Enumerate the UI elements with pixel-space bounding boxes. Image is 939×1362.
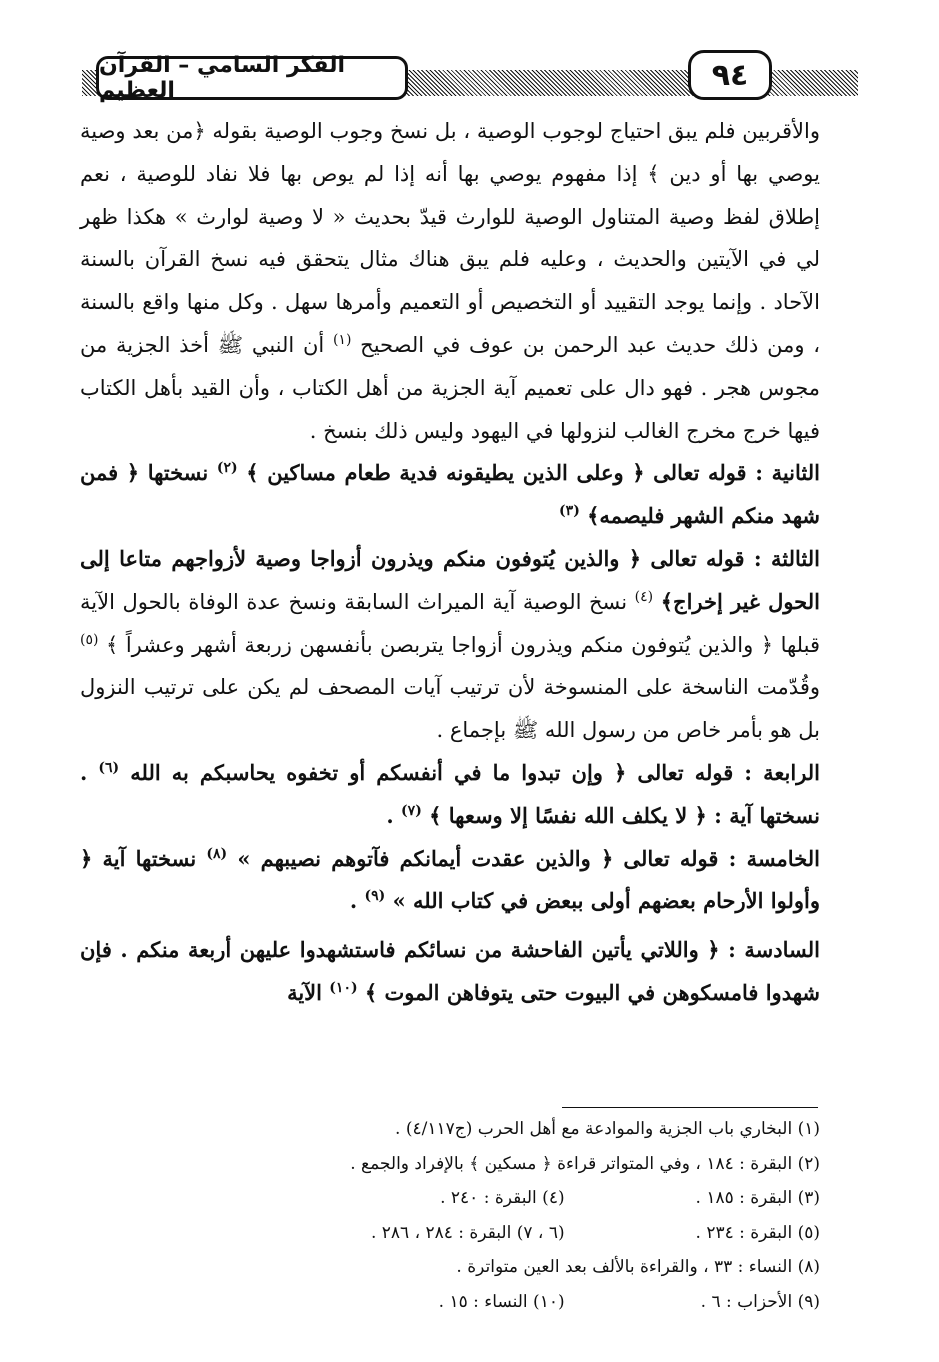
footnote-row [200,1181,820,1216]
text-run: الثانية : قوله تعالى ﴿ وعلى الذين يطيقونه فدية طعام مساكين ﴾ [246,460,820,486]
footnote-row [200,1285,820,1320]
running-title: الفكر السامي – القرآن العظيم [99,53,346,103]
footnote-ref: (٦) [98,759,120,776]
text-run: الآية [287,979,322,1005]
footnote-9: (٩) الأحزاب : ٦ . [700,1291,820,1312]
footnote-ref: (٢) [216,460,238,477]
footnote-ref: (١٠) [329,979,358,996]
footnote-ref: (٥) [80,631,99,648]
footnote-separator [562,1107,818,1108]
footnote-2: (٢) البقرة : ١٨٤ ، وفي المتواتر قراءة ﴿ مسكين ﴾ بالإفراد والجمع . [350,1153,820,1174]
text-run: . نسختها آية : ﴿ لا يكلف الله نفسًا إلا وسعها ﴾ [80,759,820,828]
text-run: نسختها ﴿ فمن شهد منكم الشهر فليصمه﴾ [80,460,820,529]
footnote-10: (١٠) النساء : ١٥ . [438,1291,565,1312]
paragraph-5 [80,838,820,924]
footnote-3: (٣) البقرة : ١٨٥ . [695,1188,820,1208]
paragraph-1 [80,110,820,452]
text-run: نسخ الوصية آية الميراث السابقة ونسخ عدة الوفاة بالحول الآية قبلها ﴿ والذين يُتوفون منكم ويذرون أزواجا يتربصن بأنفسهن زربعة أشهر وعشراً ﴾ [80,589,820,657]
text-run: . [349,888,358,914]
text-run: . [386,802,394,828]
footnote-ref: (١) [332,331,352,348]
paragraph-4 [80,752,820,838]
text-run: وقُدّمت الناسخة على المنسوخة لأن ترتيب آيات المصحف لم يكن على ترتيب النزول بل هو بأمر خاص من رسول الله ﷺ بإجماع . [80,675,820,743]
text-run: والأقربين فلم يبق احتياج لوجوب الوصية ، بل نسخ وجوب الوصية بقوله ﴿من بعد وصية يوصي بها أو دين ﴾ إذا مفهوم يوصي بها أنه إذا لم يوص بها فلا نفاد للوصية ، نعم إطلاق لفظ وصية المتناول الوصية للوارث قيدّ بحديث « لا وصية لوارث » هكذا ظهر لي في الآيتين والحديث ، وعليه فلم يبق هناك مثال يتحقق فيه نسخ القرآن بالسنة الآحاد . وإنما يوجد التقييد أو التخصيص أو التعميم وأمرها سهل . وكل منها واقع بالسنة ، ومن ذلك حديث عبد الرحمن بن عوف في الصحيح [80,119,820,357]
footnotes [200,1112,820,1319]
footnote-ref: (٧) [401,802,422,819]
text-run: نسختها آية ﴿ وأولوا الأرحام بعضهم أولى ببعض في كتاب الله » [80,845,820,914]
footnote-ref: (٩) [364,888,386,905]
footnote-6-7: (٦ ، ٧) البقرة : ٢٨٤ ، ٢٨٦ . [370,1222,565,1243]
footnote-8: (٨) النساء : ٣٣ ، والقراءة بالألف بعد العين متواترة . [456,1257,820,1277]
footnote-ref: (٤) [634,588,654,605]
page-number: ٩٤ [711,57,749,93]
text-run: الرابعة : قوله تعالى ﴿ وإن تبدوا ما في أنفسكم أو تخفوه يحاسبكم به الله [130,759,821,785]
footnote-row [200,1216,820,1251]
page-number-box [688,50,772,100]
footnote-ref: (٣) [559,503,580,520]
main-text [80,110,820,1015]
footnote-1: (١) البخاري باب الجزية والموادعة مع أهل الحرب (ج٤/١١٧) . [395,1119,820,1139]
paragraph-6 [80,929,820,1015]
page-header [82,46,858,106]
footnote-ref: (٨) [206,845,228,862]
running-title-box [96,53,408,103]
footnote-4: (٤) البقرة : ٢٤٠ . [440,1188,565,1208]
text-run: السادسة : ﴿ واللاتي يأتين الفاحشة من نسائكم فاستشهدوا عليهن أربعة منكم . فإن شهدوا فامسكوهن في البيوت حتى يتوفاهن الموت ﴾ [80,937,820,1005]
footnote-5: (٥) البقرة : ٢٣٤ . [695,1222,820,1243]
text-run: الثالثة : قوله تعالى ﴿ والذين يُتوفون منكم ويذرون أزواجا وصية لأزواجهم متاعا إلى الحول غير إخراج﴾ [80,545,820,614]
paragraph-3 [80,538,820,752]
paragraph-2 [80,452,820,538]
text-run: الخامسة : قوله تعالى ﴿ والذين عقدت أيمانكم فآتوهم نصيبهم » [237,845,820,871]
text-run: أن النبي ﷺ أخذ الجزية من مجوس هجر . فهو دال على تعميم آية الجزية من أهل الكتاب ، وأن القيد بأهل الكتاب فيها خرج مخرج الغالب لنزولها في اليهود وليس ذلك بنسخ . [80,332,820,443]
